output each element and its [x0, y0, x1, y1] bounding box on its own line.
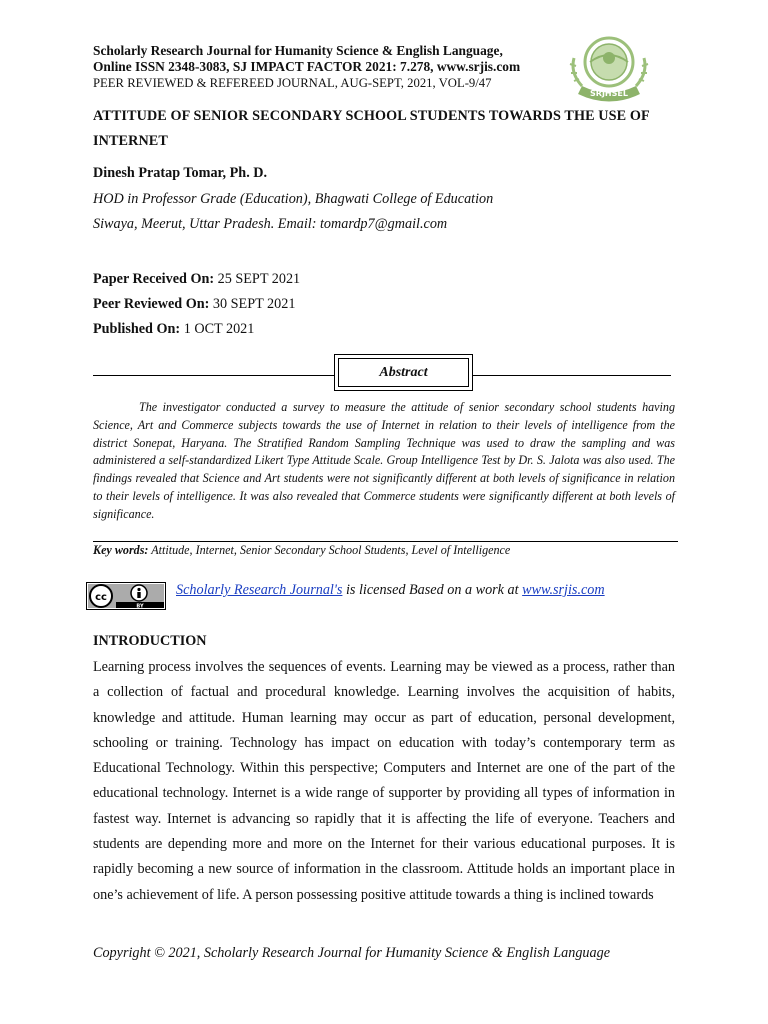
journal-peer-review: PEER REVIEWED & REFEREED JOURNAL, AUG-SEPT, 2021, VOL-9/47 [93, 76, 492, 90]
reviewed-label: Peer Reviewed On: [93, 296, 210, 312]
journal-issn: Online ISSN 2348-3083, SJ IMPACT FACTOR 2021: 7.278, www.srjis.com [93, 59, 521, 74]
svg-text:cc: cc [95, 592, 107, 603]
published-value: 1 OCT 2021 [183, 321, 255, 337]
cc-by-license-icon[interactable] [86, 582, 166, 610]
license-statement [176, 582, 605, 599]
published-date [93, 321, 254, 338]
svg-text:BY: BY [136, 603, 144, 610]
introduction-paragraph: Learning process involves the sequences of events. Learning may be viewed as a process, rather than a collection of factual and procedural knowledge. Learning involves the acquisition of habits, knowledge and attitude. Human learning may occur as part of education, personal development, schooling or training. Technology has impact on education with today’s contemporary term as Educational Technology. Within this perspective; Computers and Internet are one of the part of the educational technology. Internet is a wide range of supporter by providing all types of information in fastest way. Internet is advancing so rapidly that it is affecting the life of everyone. Teachers and students are depending more and more on the Internet for their various educational purposes. It is rapidly becoming a new source of information in the classroom. Attitude holds an important place in one’s achievement of life. A person possessing positive attitude towards a thing is inclined towards [93, 659, 675, 903]
journal-name: Scholarly Research Journal for Humanity Science & English Language, [93, 43, 503, 58]
published-label: Published On: [93, 321, 181, 337]
received-value: 25 SEPT 2021 [217, 271, 301, 287]
author-name: Dinesh Pratap Tomar, Ph. D. [93, 165, 268, 181]
keywords [93, 541, 678, 558]
svg-text:SRJHSEL: SRJHSEL [590, 89, 628, 98]
received-label: Paper Received On: [93, 271, 215, 287]
abstract-paragraph: The investigator conducted a survey to measure the attitude of senior secondary school students having Science, Art and Commerce subjects towards the use of Internet in relation to their levels of intelligence from the district Sonepat, Haryana. The Stratified Random Sampling Technique was used to draw the sampling and was administered a self-standardized Likert Type Attitude Scale. Group Intelligence Test by Dr. S. Jalota was also used. The findings revealed that Science and Art students were not significantly different at both levels of significance in relation to their levels of intelligence. It was also revealed that Commerce students were significantly different at both levels of significance. [93, 400, 675, 521]
reviewed-value: 30 SEPT 2021 [212, 296, 296, 312]
copyright-footer: Copyright © 2021, Scholarly Research Journal for Humanity Science & English Language [93, 945, 610, 961]
abstract-heading: Abstract [338, 358, 469, 387]
license-text: is licensed Based on a work at [342, 582, 523, 598]
abstract-body [93, 399, 675, 524]
introduction-body [93, 655, 675, 908]
introduction-heading: INTRODUCTION [93, 633, 207, 649]
keywords-label: Key words: [93, 543, 149, 557]
journal-link[interactable]: Scholarly Research Journal's [176, 582, 343, 598]
journal-header [93, 43, 553, 91]
keywords-value: Attitude, Internet, Senior Secondary School Students, Level of Intelligence [151, 543, 511, 557]
paper-title: ATTITUDE OF SENIOR SECONDARY SCHOOL STUDENTS TOWARDS THE USE OF INTERNET [93, 108, 650, 149]
author-affiliation: HOD in Professor Grade (Education), Bhagwati College of Education [93, 191, 494, 207]
abstract-rule-left [93, 375, 334, 376]
author-address-email: Siwaya, Meerut, Uttar Pradesh. Email: tomardp7@gmail.com [93, 216, 448, 232]
abstract-rule-right [473, 375, 671, 376]
received-date [93, 271, 300, 288]
abstract-heading-box [334, 354, 473, 391]
reviewed-date [93, 296, 295, 313]
website-link[interactable]: www.srjis.com [522, 582, 605, 598]
journal-seal-logo [560, 28, 658, 104]
